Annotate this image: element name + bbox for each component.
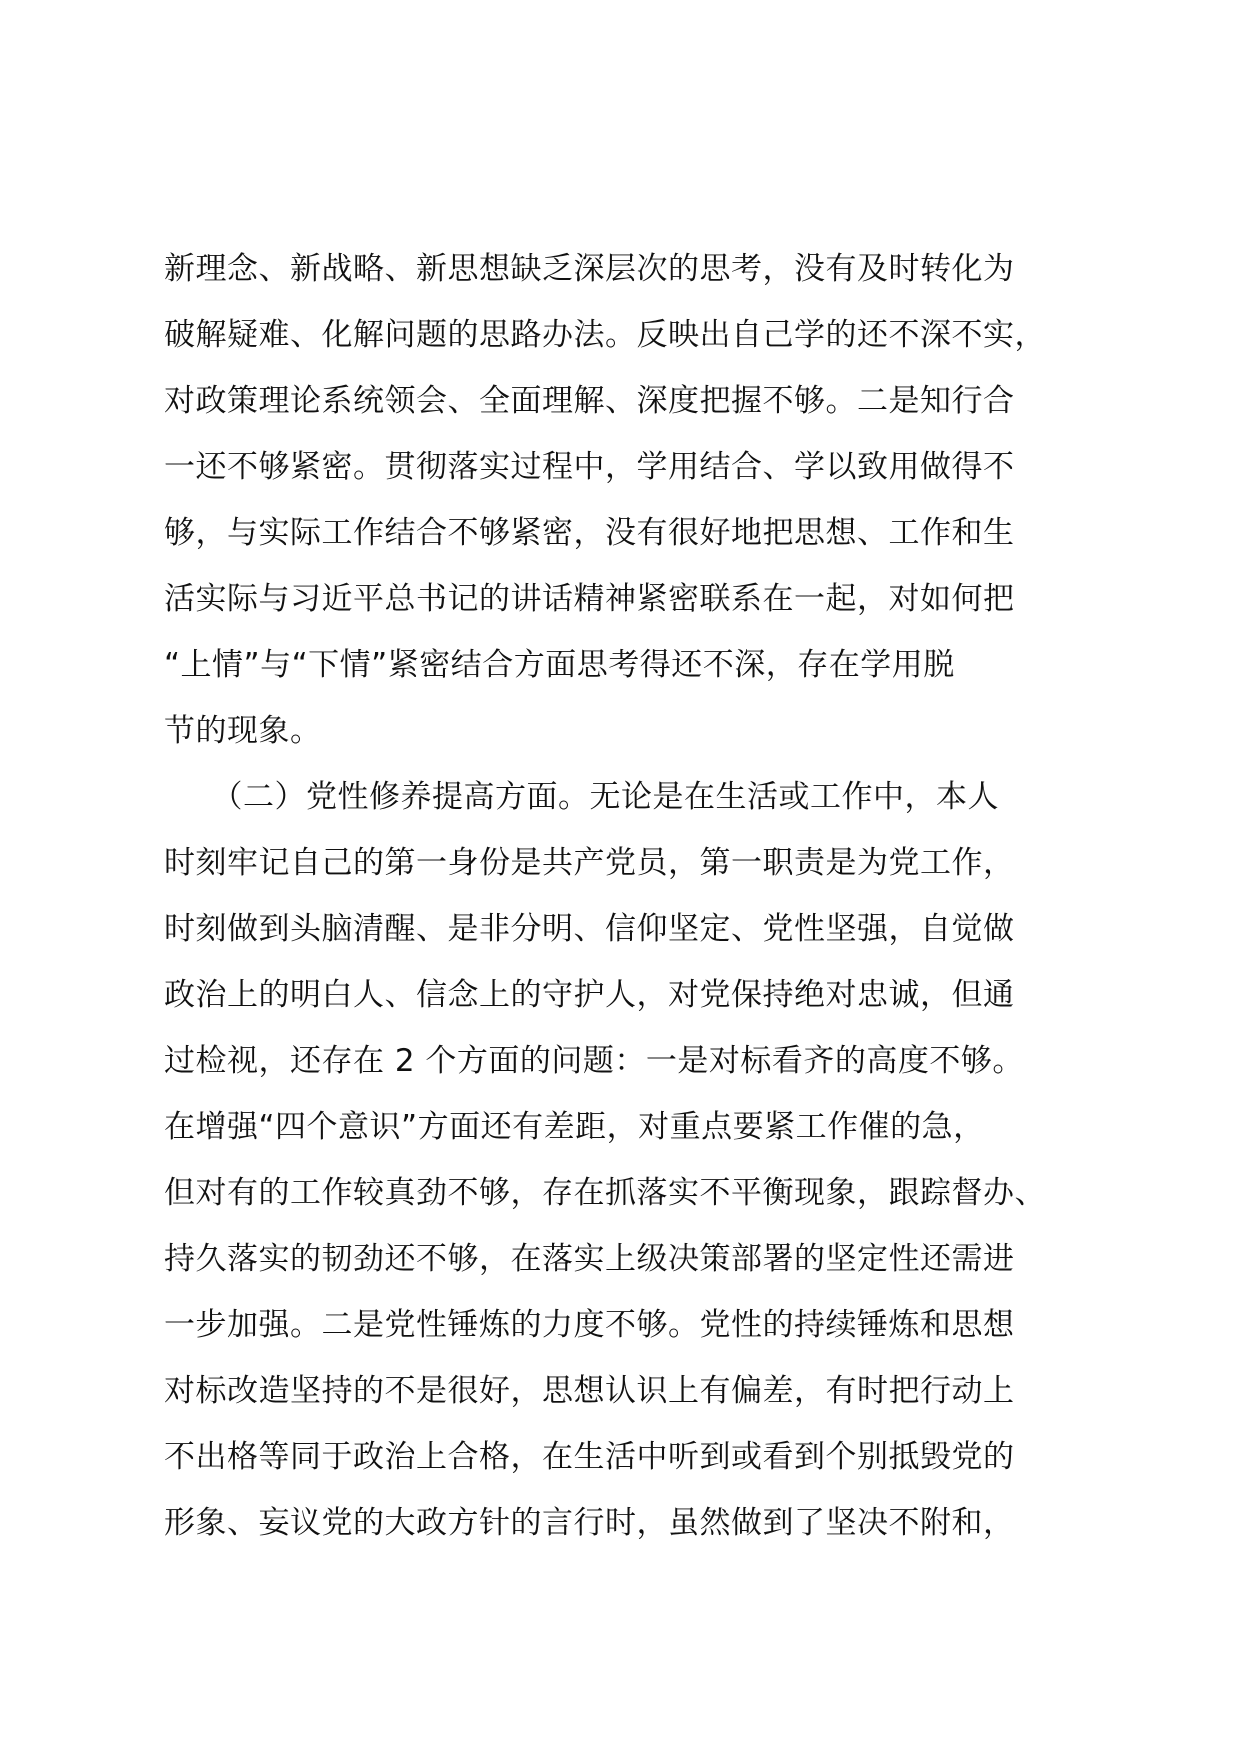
text-line: 新理念、新战略、新思想缺乏深层次的思考，没有及时转化为	[164, 251, 1015, 287]
text-line: 节的现象。	[164, 713, 322, 749]
text-line: 一步加强。二是党性锤炼的力度不够。党性的持续锤炼和思想	[164, 1307, 1015, 1343]
text-line: 对标改造坚持的不是很好，思想认识上有偏差，有时把行动上	[164, 1373, 1015, 1409]
body-text	[164, 236, 1124, 1556]
text-line: 过检视，还存在 2 个方面的问题：一是对标看齐的高度不够。	[164, 1043, 1024, 1079]
text-line: “上情”与“下情”紧密结合方面思考得还不深，存在学用脱	[164, 647, 955, 683]
text-line: 够，与实际工作结合不够紧密，没有很好地把思想、工作和生	[164, 515, 1015, 551]
text-line: 活实际与习近平总书记的讲话精神紧密联系在一起，对如何把	[164, 581, 1015, 617]
text-line: 政治上的明白人、信念上的守护人，对党保持绝对忠诚，但通	[164, 977, 1015, 1013]
section-heading-line: （二）党性修养提高方面。无论是在生活或工作中，本人	[164, 779, 999, 815]
text-line: 不出格等同于政治上合格，在生活中听到或看到个别抵毁党的	[164, 1439, 1015, 1475]
text-line: 但对有的工作较真劲不够，存在抓落实不平衡现象，跟踪督办、	[164, 1175, 1046, 1211]
text-line: 破解疑难、化解问题的思路办法。反映出自己学的还不深不实，	[164, 317, 1046, 353]
text-line: 持久落实的韧劲还不够，在落实上级决策部署的坚定性还需进	[164, 1241, 1015, 1277]
text-line: 时刻牢记自己的第一身份是共产党员，第一职责是为党工作，	[164, 845, 1015, 881]
text-line: 一还不够紧密。贯彻落实过程中，学用结合、学以致用做得不	[164, 449, 1015, 485]
text-line: 对政策理论系统领会、全面理解、深度把握不够。二是知行合	[164, 383, 1015, 419]
text-line: 形象、妄议党的大政方针的言行时，虽然做到了坚决不附和，	[164, 1505, 1015, 1541]
text-line: 在增强“四个意识”方面还有差距，对重点要紧工作催的急，	[164, 1109, 985, 1145]
text-line: 时刻做到头脑清醒、是非分明、信仰坚定、党性坚强，自觉做	[164, 911, 1015, 947]
